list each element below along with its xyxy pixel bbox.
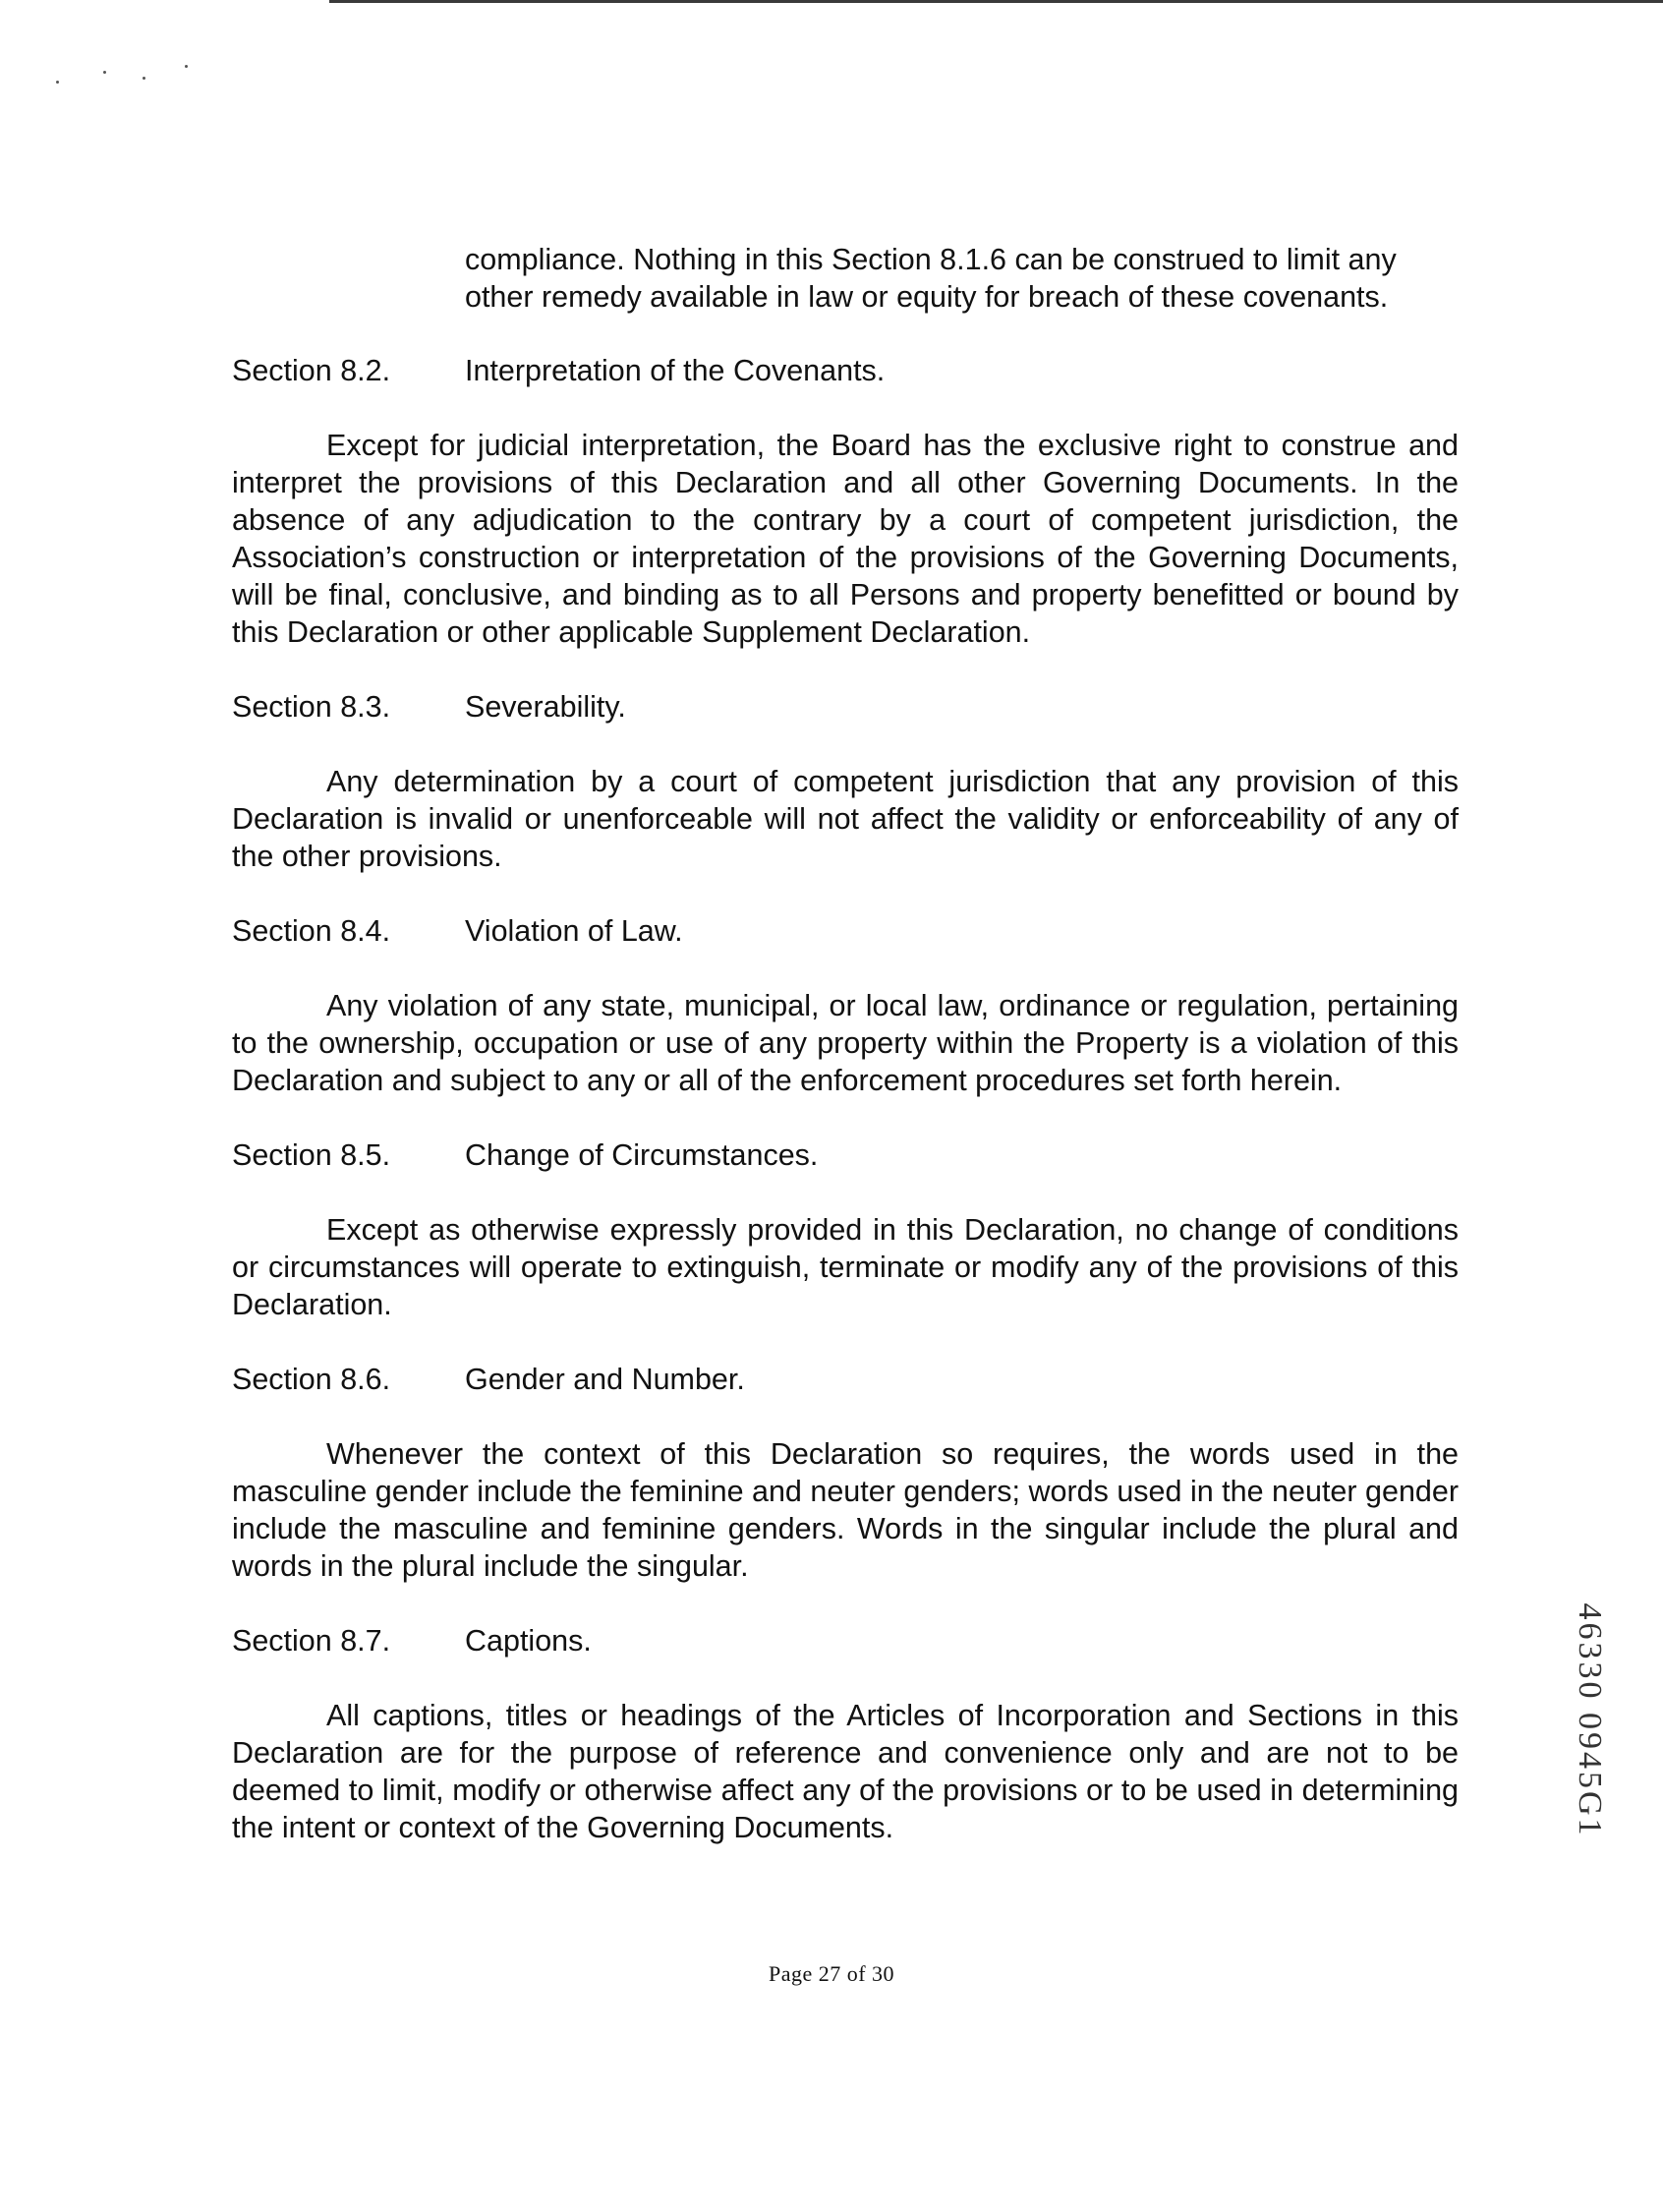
section-body-8-7: All captions, titles or headings of the Articles of Incorporation and Sections in this Declaration are for the purpose of reference and convenience only and are not to be deemed to limit, modify or otherwise affect any of the provisions or to be used in determining the intent or context of the Governing Documents. (232, 1699, 1459, 1844)
section-body-8-2: Except for judicial interpretation, the Board has the exclusive right to construe and interpret the provisions of this Declaration and all other Governing Documents. In the absence of any adjudication to the contrary by a court of competent jurisdiction, the Association’s construction or interpretation of the provisions of the Governing Documents, will be final, conclusive, and binding as to all Persons and property benefitted or bound by this Declaration or other applicable Supplement Declaration. (232, 429, 1459, 649)
section-body-8-3: Any determination by a court of competent jurisdiction that any provision of this Declaration is invalid or unenforceable will not affect the validity or enforceability of any of the other provisions. (232, 765, 1459, 873)
section-title: Severability. (465, 690, 626, 724)
section-number: Section 8.2. (232, 354, 391, 387)
section-title: Gender and Number. (465, 1363, 745, 1396)
section-heading-8-2 (232, 352, 885, 391)
section-heading-8-7 (232, 1622, 592, 1661)
opening-paragraph: compliance. Nothing in this Section 8.1.6 can be construed to limit any other remedy available in law or equity for breach of these covenants. (465, 243, 1397, 314)
scan-speck (185, 65, 188, 68)
scan-specks (54, 59, 201, 88)
section-heading-8-6 (232, 1361, 745, 1400)
section-heading-8-5 (232, 1136, 818, 1176)
margin-stamp-text: 46330 0945G1 (1572, 1602, 1608, 1838)
section-title: Violation of Law. (465, 914, 683, 948)
section-title: Captions. (465, 1624, 592, 1658)
section-title: Change of Circumstances. (465, 1138, 819, 1172)
section-body-8-6: Whenever the context of this Declaration so requires, the words used in the masculine gender include the feminine and neuter genders; words used in the neuter gender include the masculine and feminine genders. Words in the singular include the plural and words in the plural include the singular. (232, 1437, 1459, 1583)
section-number: Section 8.6. (232, 1363, 391, 1396)
margin-document-number (1570, 1573, 1609, 1868)
page-footer (0, 1961, 1663, 1987)
section-heading-8-3 (232, 688, 626, 728)
section-number: Section 8.5. (232, 1138, 391, 1172)
top-border-line (329, 0, 1663, 3)
section-body-8-5: Except as otherwise expressly provided in this Declaration, no change of conditions or circumstances will operate to extinguish, terminate or modify any of the provisions of this Declaration. (232, 1213, 1459, 1321)
section-body-8-4: Any violation of any state, municipal, or local law, ordinance or regulation, pertaining to the ownership, occupation or use of any property within the Property is a violation of this Declaration and subject to any or all of the enforcement procedures set forth herein. (232, 989, 1459, 1097)
section-heading-8-4 (232, 912, 683, 952)
section-number: Section 8.3. (232, 690, 391, 724)
section-number: Section 8.7. (232, 1624, 391, 1658)
page-number: Page 27 of 30 (768, 1961, 895, 1986)
scan-speck (103, 71, 106, 74)
scan-speck (143, 77, 145, 80)
section-number: Section 8.4. (232, 914, 391, 948)
section-title: Interpretation of the Covenants. (465, 354, 886, 387)
scan-speck (56, 81, 59, 84)
